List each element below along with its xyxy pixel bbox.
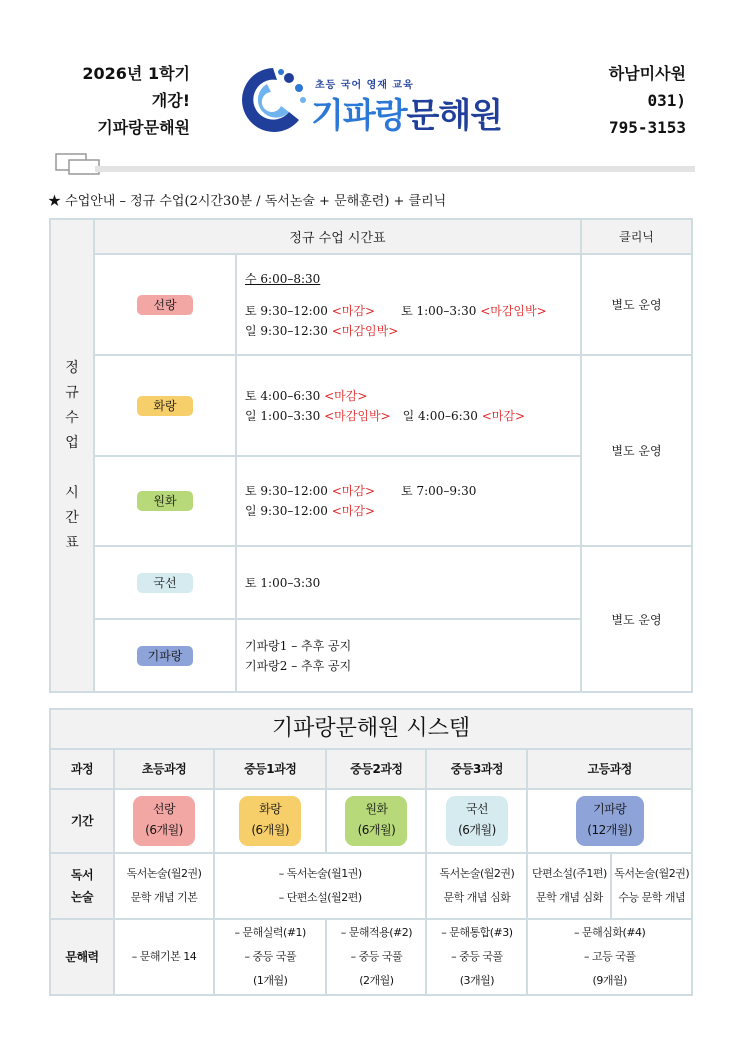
period-pill: 화랑 (6개월) xyxy=(239,796,301,846)
reading-mid12: – 독서논술(월1권) – 단편소설(월2편) xyxy=(214,853,426,919)
clinic-header: 클리닉 xyxy=(581,219,692,254)
header-middle2: 중등2과정 xyxy=(326,749,426,789)
reading-row xyxy=(50,853,692,919)
header-middle3: 중등3과정 xyxy=(426,749,527,789)
literacy-label: 문해력 xyxy=(50,919,114,995)
schedule-side-label: 정 규 수 업 시 간 표 xyxy=(50,219,94,692)
header-right xyxy=(546,60,686,141)
class-notice: ★ 수업안내 – 정규 수업(2시간30분 / 독서논술 + 문해훈련) + 클리닉 xyxy=(48,194,447,209)
phone-number: 795-3153 xyxy=(608,118,686,137)
schedule-row xyxy=(50,546,692,619)
reading-label: 독서 논술 xyxy=(50,853,114,919)
reading-elem: 독서논술(월2권) 문학 개념 기본 xyxy=(114,853,214,919)
reading-mid3: 독서논술(월2권) 문학 개념 심화 xyxy=(426,853,527,919)
schedule-times: 토 1:00–3:30 xyxy=(236,546,581,619)
header-middle1: 중등1과정 xyxy=(214,749,326,789)
header-course: 과정 xyxy=(50,749,114,789)
system-table xyxy=(49,708,693,996)
course-pill: 화랑 xyxy=(137,396,193,416)
header-divider xyxy=(55,152,695,176)
literacy-row xyxy=(50,919,692,995)
schedule-header: 정규 수업 시간표 xyxy=(94,219,581,254)
reading-high-b: 독서논술(월2권) 수능 문학 개념 xyxy=(611,853,692,919)
branch-name: 하남미사원 xyxy=(608,64,686,83)
schedule-times: 토 4:00–6:30 <마감> 일 1:00–3:30 <마감임박> 일 4:00–6:30 <마감> xyxy=(236,355,581,456)
period-pill: 국선 (6개월) xyxy=(446,796,508,846)
literacy-mid2: – 문해적용(#2) – 중등 국풀 (2개월) xyxy=(326,919,426,995)
schedule-row xyxy=(50,355,692,456)
header-high: 고등과정 xyxy=(527,749,692,789)
phone-area-code: 031) xyxy=(647,91,686,110)
schedule-times: 토 9:30–12:00 <마감> 토 7:00–9:30 일 9:30–12:00 <마감> xyxy=(236,456,581,546)
system-title: 기파랑문해원 시스템 xyxy=(50,709,692,749)
course-pill: 원화 xyxy=(137,491,193,511)
schedule-times: 기파랑1 – 추후 공지 기파랑2 – 추후 공지 xyxy=(236,619,581,692)
course-pill: 국선 xyxy=(137,573,193,593)
clinic-cell: 별도 운영 xyxy=(581,254,692,355)
period-pill: 기파랑 (12개월) xyxy=(576,796,644,846)
academy-logo xyxy=(237,64,527,134)
literacy-mid3: – 문해통합(#3) – 중등 국풀 (3개월) xyxy=(426,919,527,995)
reading-high-a: 단편소설(주1편) 문학 개념 심화 xyxy=(527,853,611,919)
logo-name-b: 문해원 xyxy=(406,96,503,136)
period-label: 기간 xyxy=(50,789,114,853)
schedule-row xyxy=(50,254,692,355)
semester-label: 2026년 1학기 xyxy=(82,64,190,83)
course-pill: 선랑 xyxy=(137,295,193,315)
tab-decoration-icon xyxy=(55,152,105,176)
logo-name-a: 기파랑 xyxy=(311,96,407,136)
system-header-row xyxy=(50,749,692,789)
literacy-mid1: – 문해실력(#1) – 중등 국풀 (1개월) xyxy=(214,919,326,995)
wave-logo-icon xyxy=(237,64,309,134)
period-row xyxy=(50,789,692,853)
header-left xyxy=(60,60,190,141)
period-pill: 선랑 (6개월) xyxy=(133,796,195,846)
logo-name xyxy=(311,88,502,137)
schedule-times: 수 6:00–8:30 토 9:30–12:00 <마감> 토 1:00–3:30 <마감임박> 일 9:30–12:30 <마감임박> xyxy=(236,254,581,355)
period-pill: 원화 (6개월) xyxy=(345,796,407,846)
literacy-elem: – 문해기본 14 xyxy=(114,919,214,995)
schedule-table xyxy=(49,218,693,693)
header-elementary: 초등과정 xyxy=(114,749,214,789)
literacy-high: – 문해심화(#4) – 고등 국풀 (9개월) xyxy=(527,919,692,995)
clinic-cell: 별도 운영 xyxy=(581,546,692,692)
academy-name: 기파랑문해원 xyxy=(97,118,190,137)
clinic-cell: 별도 운영 xyxy=(581,355,692,546)
course-pill: 기파랑 xyxy=(137,646,193,666)
logo-subtitle: 초등 국어 영재 교육 xyxy=(315,80,414,91)
opening-label: 개강! xyxy=(151,91,190,110)
